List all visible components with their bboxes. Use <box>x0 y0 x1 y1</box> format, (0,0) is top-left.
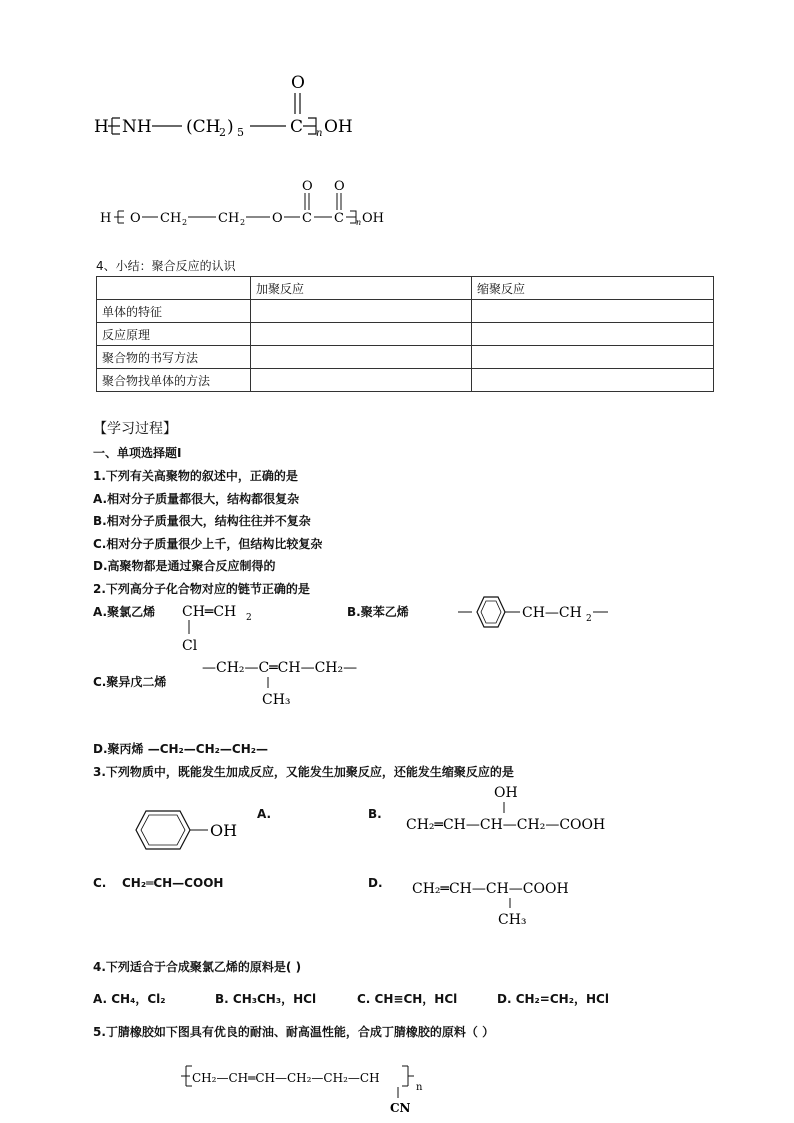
q2-option-c-structure <box>200 655 390 710</box>
q3-option-a-label[interactable]: A. <box>257 807 272 821</box>
answer-cell[interactable] <box>472 300 714 323</box>
q3-d-ch3: CH₃ <box>498 912 527 928</box>
f1-ch2: (CH <box>186 117 221 137</box>
q2-option-a-structure <box>180 600 270 652</box>
f1-nh: NH <box>122 117 152 137</box>
f2-c2: C <box>334 211 344 226</box>
f2-sub2a: 2 <box>182 218 188 227</box>
benzene-ring-icon <box>136 811 190 849</box>
q4-option[interactable]: D. CH₂=CH₂，HCl <box>497 992 609 1006</box>
q1-option[interactable]: A.相对分子质量都很大，结构都很复杂 <box>93 492 300 506</box>
f2-c1: C <box>302 211 312 226</box>
q3-stem: 3.下列物质中，既能发生加成反应，又能发生加聚反应，还能发生缩聚反应的是 <box>93 765 514 779</box>
q5-structure <box>176 1060 436 1120</box>
q5-cn: CN <box>390 1101 411 1115</box>
q2-c-ch3: CH₃ <box>262 692 291 708</box>
q2-a-cl: Cl <box>182 638 198 652</box>
f1-c: C <box>290 117 304 137</box>
table-row <box>97 346 714 369</box>
q2-stem: 2.下列高分子化合物对应的链节正确的是 <box>93 582 310 596</box>
f1-sub5: 5 <box>237 126 244 138</box>
answer-cell[interactable] <box>251 369 472 392</box>
q4-option[interactable]: C. CH≡CH，HCl <box>357 992 458 1006</box>
f2-ch2a: CH <box>160 211 182 226</box>
f1-oh: OH <box>324 117 353 137</box>
q2-option-d[interactable]: D.聚丙烯 —CH₂—CH₂—CH₂— <box>93 742 269 756</box>
table-row-label: 反应原理 <box>97 323 251 346</box>
formula-2 <box>100 178 400 228</box>
summary-title: 4、小结：聚合反应的认识 <box>96 259 236 273</box>
q2-b-sub: 2 <box>586 614 592 624</box>
table-row <box>97 323 714 346</box>
q4-stem: 4.下列适合于合成聚氯乙烯的原料是( ) <box>93 960 302 974</box>
f2-ch2b: CH <box>218 211 240 226</box>
q5-chain: CH₂—CH═CH—CH₂—CH₂—CH <box>192 1071 380 1085</box>
summary-table <box>96 276 714 392</box>
f1-o: O <box>291 73 305 93</box>
answer-cell[interactable] <box>251 323 472 346</box>
answer-cell[interactable] <box>472 346 714 369</box>
polyester-structure-diagram <box>100 178 400 228</box>
q3-option-a-structure <box>128 805 248 855</box>
table-header-cell: 加聚反应 <box>251 277 472 300</box>
q3-option-b-structure <box>404 780 644 840</box>
table-header-cell <box>97 277 251 300</box>
q3-option-c-structure: CH₂═CH—COOH <box>122 876 224 890</box>
table-row-label: 单体的特征 <box>97 300 251 323</box>
f2-o-top2: O <box>334 179 345 194</box>
answer-cell[interactable] <box>472 323 714 346</box>
q2-option-b-label[interactable]: B.聚苯乙烯 <box>347 605 409 619</box>
f2-o2: O <box>272 211 283 226</box>
nylon-structure-diagram <box>94 68 374 138</box>
q2-c-chain: —CH₂—C═CH—CH₂— <box>202 660 358 676</box>
q5-stem: 5.丁腈橡胶如下图具有优良的耐油、耐高温性能，合成丁腈橡胶的原料（ ） <box>93 1025 495 1039</box>
q4-option[interactable]: B. CH₃CH₃，HCl <box>215 992 317 1006</box>
answer-cell[interactable] <box>251 300 472 323</box>
f2-o1: O <box>130 211 141 226</box>
table-row-label: 聚合物找单体的方法 <box>97 369 251 392</box>
q5-n: n <box>416 1082 423 1093</box>
q2-b-chain: CH—CH <box>522 605 582 621</box>
q4-option[interactable]: A. CH₄，Cl₂ <box>93 992 166 1006</box>
q1-option[interactable]: B.相对分子质量很大，结构往往并不复杂 <box>93 514 311 528</box>
table-header-row <box>97 277 714 300</box>
f2-o-top1: O <box>302 179 313 194</box>
formula-1 <box>94 68 374 138</box>
q3-a-oh: OH <box>210 821 238 840</box>
q2-option-b-structure <box>458 594 618 634</box>
q1-option[interactable]: C.相对分子质量很少上千，但结构比较复杂 <box>93 537 323 551</box>
f1-paren: ) <box>227 117 234 137</box>
q3-option-d-structure <box>410 876 610 931</box>
f1-sub2: 2 <box>219 126 226 138</box>
table-row <box>97 300 714 323</box>
q3-b-oh: OH <box>494 785 518 801</box>
f1-h: H <box>94 117 109 137</box>
q2-option-c-label[interactable]: C.聚异戊二烯 <box>93 675 167 689</box>
q3-option-b-label[interactable]: B. <box>368 807 382 821</box>
q3-b-chain: CH₂═CH—CH—CH₂—COOH <box>406 817 606 833</box>
f1-n: n <box>316 128 323 138</box>
table-row <box>97 369 714 392</box>
f2-h: H <box>100 211 112 226</box>
q3-option-c-label[interactable]: C. <box>93 876 107 890</box>
f2-sub2b: 2 <box>240 218 246 227</box>
q1-stem: 1.下列有关高聚物的叙述中，正确的是 <box>93 469 298 483</box>
q3-d-chain: CH₂═CH—CH—COOH <box>412 881 569 897</box>
table-row-label: 聚合物的书写方法 <box>97 346 251 369</box>
f2-n: n <box>356 218 362 227</box>
answer-cell[interactable] <box>251 346 472 369</box>
q2-a-chain: CH═CH <box>182 604 237 620</box>
q2-option-a-label[interactable]: A.聚氯乙烯 <box>93 605 156 619</box>
section-title: 【学习过程】 <box>93 421 177 437</box>
f2-oh: OH <box>362 211 384 226</box>
table-header-cell: 缩聚反应 <box>472 277 714 300</box>
section-subtitle: 一、单项选择题Ⅰ <box>93 446 182 460</box>
q3-option-d-label[interactable]: D. <box>368 876 383 890</box>
q2-a-sub: 2 <box>246 613 252 623</box>
answer-cell[interactable] <box>472 369 714 392</box>
q1-option[interactable]: D.高聚物都是通过聚合反应制得的 <box>93 559 276 573</box>
